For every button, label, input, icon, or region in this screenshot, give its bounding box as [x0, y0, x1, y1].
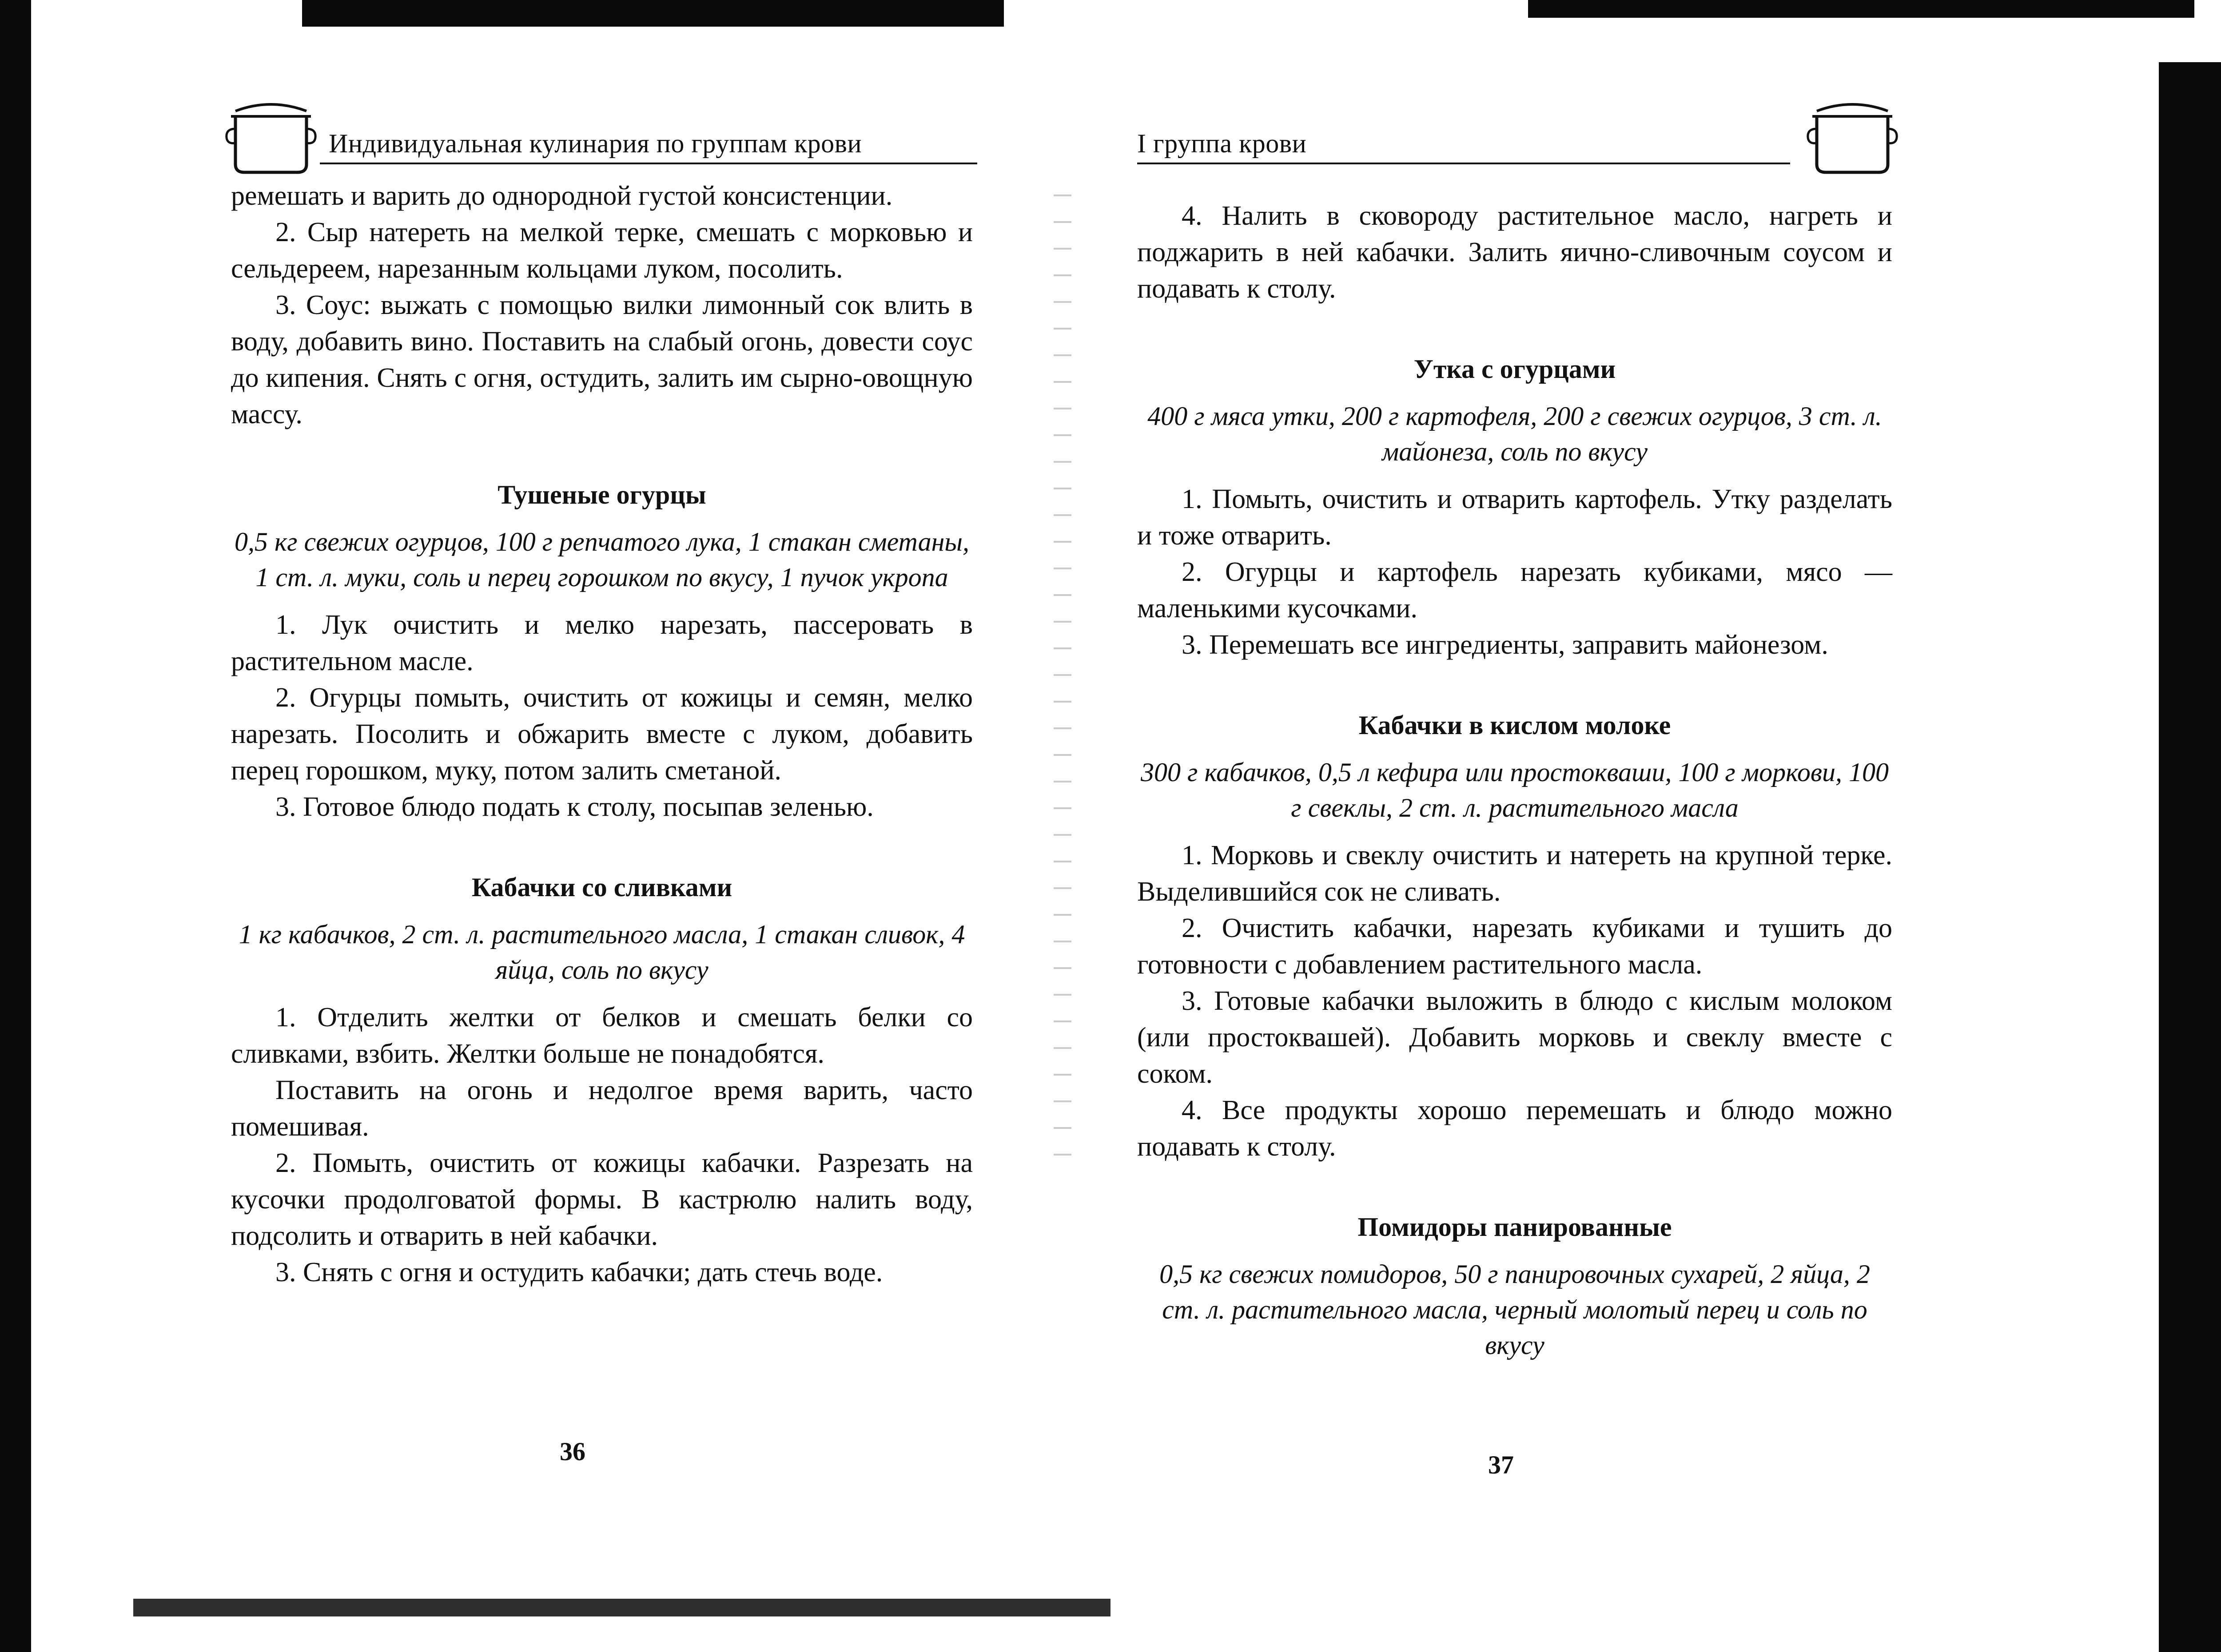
continuation-paragraph: ремешать и варить до однородной густой консистенции.: [231, 181, 893, 211]
recipe-title: Утка с огурцами: [1413, 354, 1616, 384]
left-running-head-text: Индивидуальная кулинария по группам крови: [329, 129, 862, 158]
continuation-paragraph: 4. Налить в сковороду растительное масло, нагреть и поджарить в ней кабачки. Залить яично-сливочным соусом и подавать к столу.: [1137, 201, 1892, 304]
recipe-step: 2. Очистить кабачки, нарезать кубиками и тушить до готовности с добавлением растительного масла.: [1137, 913, 1892, 980]
recipe-title: Кабачки со сливками: [471, 873, 732, 902]
page-number: 36: [560, 1437, 585, 1466]
recipe-step: Поставить на огонь и недолгое время варить, часто помешивая.: [231, 1075, 973, 1142]
left-running-head-rule: [320, 163, 977, 164]
right-running-head: [1128, 111, 1892, 164]
recipe-step: 1. Морковь и свеклу очистить и натереть на крупной терке. Выделившийся сок не сливать.: [1137, 840, 1892, 907]
book-gutter: [1054, 187, 1071, 1164]
recipe-ingredients: 0,5 кг свежих помидоров, 50 г панировочных сухарей, 2 яйца, 2 ст. л. растительного масла, черный молотый перец и соль по вкусу: [1159, 1259, 1870, 1360]
continuation-paragraph: 2. Сыр натереть на мелкой терке, смешать с морковью и сельдереем, нарезанным кольцами луком, посолить.: [231, 217, 973, 284]
cooking-pot-icon: [1803, 93, 1901, 178]
recipe-ingredients: 0,5 кг свежих огурцов, 100 г репчатого лука, 1 стакан сметаны, 1 ст. л. муки, соль и перец горошком по вкусу, 1 пучок укропа: [235, 527, 969, 592]
right-page-content: [1137, 198, 1892, 1363]
right-page: [1128, 0, 1892, 1652]
recipe-ingredients: 1 кг кабачков, 2 ст. л. растительного масла, 1 стакан сливок, 4 яйца, соль по вкусу: [239, 920, 965, 985]
recipe-step: 2. Огурцы помыть, очистить от кожицы и семян, мелко нарезать. Посолить и обжарить вместе с луком, добавить перец горошком, муку, потом залить сметаной.: [231, 683, 973, 786]
recipe-step: 1. Отделить желтки от белков и смешать белки со сливками, взбить. Желтки больше не понадобятся.: [231, 1002, 973, 1069]
recipe-ingredients: 400 г мяса утки, 200 г картофеля, 200 г свежих огурцов, 3 ст. л. майонеза, соль по вкусу: [1147, 401, 1882, 466]
recipe-step: 2. Помыть, очистить от кожицы кабачки. Разрезать на кусочки продолговатой формы. В кастрюлю налить воду, подсолить и отварить в ней кабачки.: [231, 1148, 973, 1251]
recipe-step: 3. Готовые кабачки выложить в блюдо с кислым молоком (или простоквашей). Добавить морковь и свеклу вместе с соком.: [1137, 986, 1892, 1089]
recipe-title: Помидоры панированные: [1357, 1212, 1672, 1242]
recipe-step: 3. Готовое блюдо подать к столу, посыпав зеленью.: [275, 792, 874, 822]
recipe-title: Тушеные огурцы: [498, 480, 706, 509]
recipe-step: 1. Лук очистить и мелко нарезать, пассеровать в растительном масле.: [231, 610, 973, 676]
recipe-step: 1. Помыть, очистить и отварить картофель. Утку разделать и тоже отварить.: [1137, 484, 1892, 551]
cooking-pot-icon: [222, 93, 320, 178]
page-number: 37: [1488, 1450, 1514, 1479]
recipe-step: 3. Перемешать все ингредиенты, заправить майонезом.: [1182, 630, 1828, 660]
recipe-title: Кабачки в кислом молоке: [1358, 711, 1671, 740]
continuation-paragraph: 3. Соус: выжать с помощью вилки лимонный сок влить в воду, добавить вино. Поставить на слабый огонь, довести соус до кипения. Снять с огня, остудить, залить им сырно-овощную массу.: [231, 290, 973, 429]
left-page-content: [231, 178, 973, 1291]
recipe-ingredients: 300 г кабачков, 0,5 л кефира или простокваши, 100 г моркови, 100 г свеклы, 2 ст. л. растительного масла: [1141, 758, 1889, 822]
recipe-step: 3. Снять с огня и остудить кабачки; дать стечь воде.: [275, 1257, 883, 1287]
scan-edge-right: [2159, 62, 2221, 1652]
recipe-step: 4. Все продукты хорошо перемешать и блюдо можно подавать к столу.: [1137, 1095, 1892, 1162]
left-page: [213, 0, 977, 1652]
right-running-head-rule: [1137, 163, 1790, 164]
scan-edge-left: [0, 0, 31, 1652]
right-running-head-text: I группа крови: [1137, 129, 1307, 158]
recipe-step: 2. Огурцы и картофель нарезать кубиками, мясо — маленькими кусочками.: [1137, 557, 1892, 623]
left-running-head: [213, 111, 977, 164]
